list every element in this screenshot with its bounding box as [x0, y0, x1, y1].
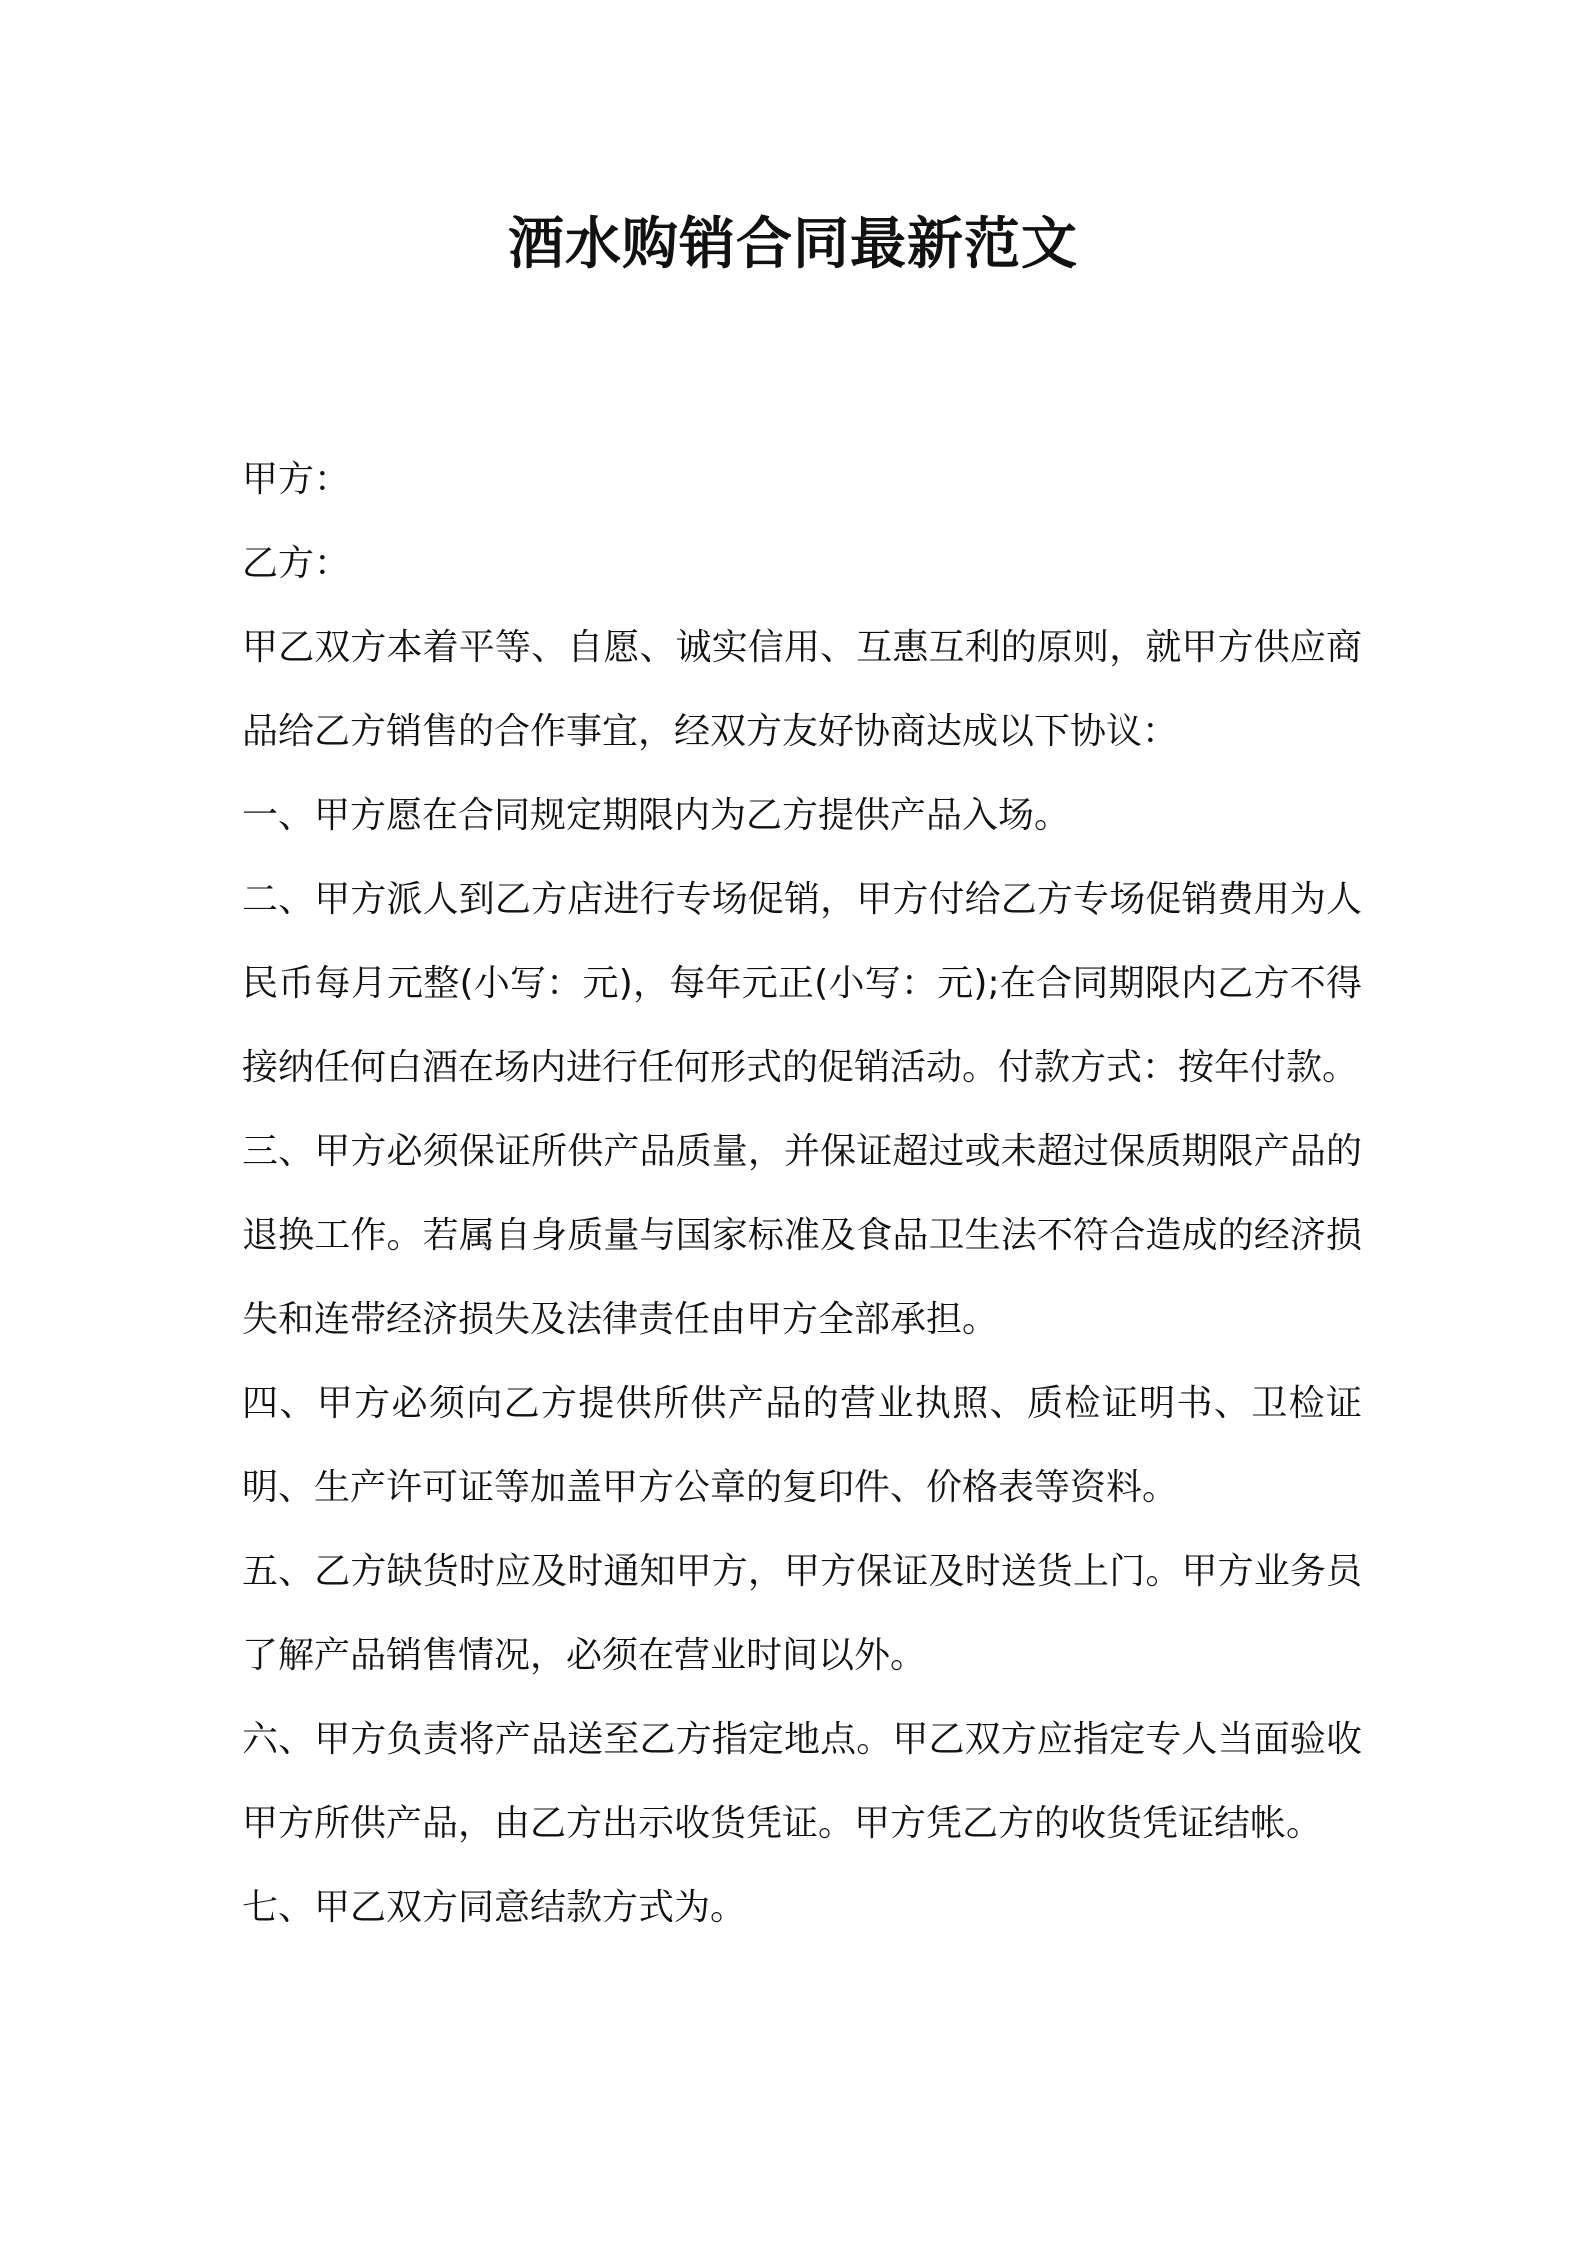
- clause-7: 七、甲乙双方同意结款方式为。: [242, 1887, 747, 1928]
- clause-5: 五、乙方缺货时应及时通知甲方，甲方保证及时送货上门。甲方业务员了解产品销售情况，必须在营业时间以外。: [242, 1551, 1362, 1676]
- party-a-line: 甲方：: [242, 459, 351, 500]
- clause-4: 四、甲方必须向乙方提供所供产品的营业执照、质检证明书、卫检证明、生产许可证等加盖甲方公章的复印件、价格表等资料。: [242, 1383, 1362, 1508]
- clause-1: 一、甲方愿在合同规定期限内为乙方提供产品入场。: [242, 795, 1071, 836]
- party-b-line: 乙方：: [242, 543, 351, 584]
- clause-2: 二、甲方派人到乙方店进行专场促销，甲方付给乙方专场促销费用为人民币每月元整(小写：元)，每年元正(小写：元);在合同期限内乙方不得接纳任何白酒在场内进行任何形式的促销活动。付款方式：按年付款。: [242, 879, 1362, 1088]
- clause-6: 六、甲方负责将产品送至乙方指定地点。甲乙双方应指定专人当面验收甲方所供产品，由乙方出示收货凭证。甲方凭乙方的收货凭证结帐。: [242, 1719, 1362, 1844]
- document-body: [242, 438, 1362, 1950]
- clause-3: 三、甲方必须保证所供产品质量，并保证超过或未超过保质期限产品的退换工作。若属自身质量与国家标准及食品卫生法不符合造成的经济损失和连带经济损失及法律责任由甲方全部承担。: [242, 1131, 1362, 1340]
- preamble-paragraph: 甲乙双方本着平等、自愿、诚实信用、互惠互利的原则，就甲方供应商品给乙方销售的合作事宜，经双方友好协商达成以下协议：: [242, 627, 1362, 752]
- document-title: 酒水购销合同最新范文: [508, 212, 1078, 277]
